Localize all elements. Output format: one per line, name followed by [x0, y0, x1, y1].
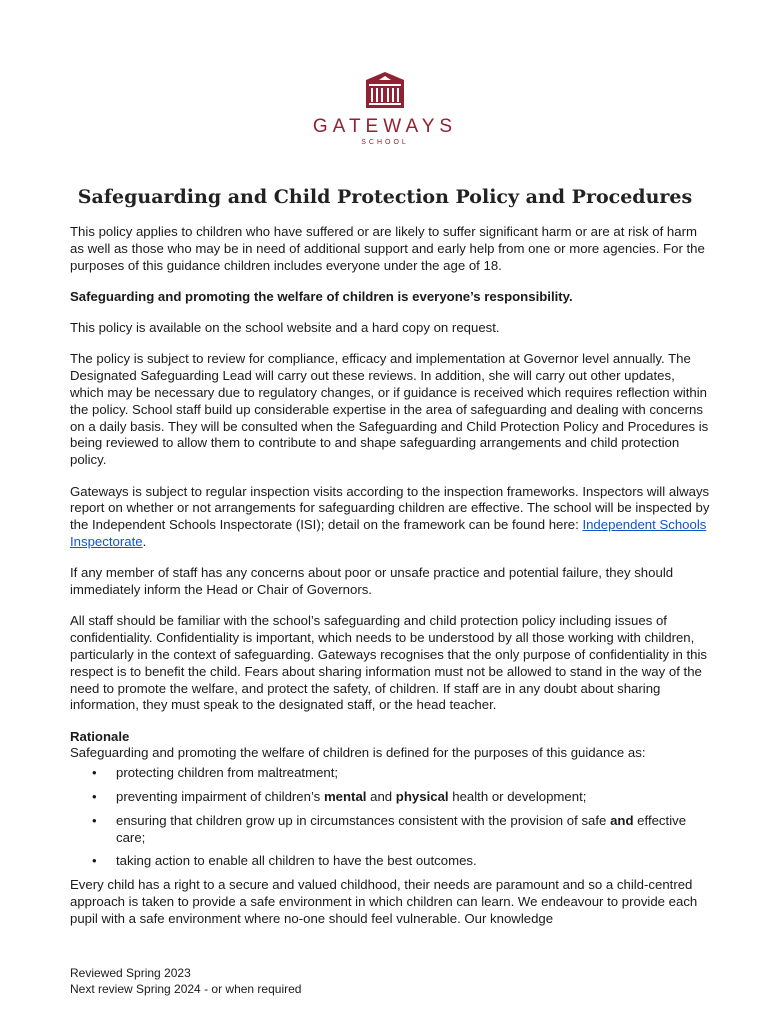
list-item-text: and — [366, 789, 396, 805]
list-item — [70, 765, 710, 782]
list-item-text: ensuring that children grow up in circumstances consistent with the provision of safe — [116, 812, 611, 828]
list-item-text: health or development; — [448, 789, 587, 805]
list-item-text: preventing impairment of children’s — [116, 789, 324, 805]
footer-reviewed: Reviewed Spring 2023 — [70, 966, 191, 980]
isi-link[interactable]: Independent Schools Inspectorate — [70, 517, 707, 549]
list-item-bold: physical — [395, 789, 449, 805]
paragraph-concerns: If any member of staff has any concerns about poor or unsafe practice and potential failure, they should immediately inform the Head or Chair of Governors. — [70, 565, 674, 598]
rationale-heading: Rationale — [70, 728, 130, 744]
list-item — [70, 813, 710, 847]
school-logo — [0, 70, 770, 146]
list-item-text: protecting children from maltreatment; — [116, 765, 339, 781]
rationale-list — [70, 765, 710, 870]
paragraph-child-rights: Every child has a right to a secure and valued childhood, their needs are paramount and so a child-centred approach is taken to provide a safe environment in which children can learn. We endeavour to provide each pupil with a safe environment where no-one should feel vulnerable. Our knowledge — [70, 877, 698, 926]
paragraph-inspection — [70, 484, 710, 551]
bullet-icon: • — [92, 765, 97, 781]
paragraph-confidentiality: All staff should be familiar with the school’s safeguarding and child protection policy including issues of confidentiality. Confidentiality is important, which needs to be understood by all those working with children, particularly in the context of safeguarding. Gateways recognises that the only purpose of confidentiality in this respect is to benefit the child. Fears about sharing information must not be allowed to stand in the way of the need to promote the welfare, and protect the safety, of children. If staff are in any doubt about sharing information, they must speak to the designated staff, or the head teacher. — [70, 613, 708, 713]
paragraph-responsibility: Safeguarding and promoting the welfare of children is everyone’s responsibility. — [70, 288, 573, 304]
paragraph-scope: This policy applies to children who have suffered or are likely to suffer significant harm or are at risk of harm as well as those who may be in need of additional support and early help from one or more agencies. For the purposes of this guidance children includes everyone under the age of 18. — [70, 224, 705, 273]
list-item-bold: and — [610, 812, 634, 828]
list-item — [70, 853, 710, 870]
paragraph-review: The policy is subject to review for compliance, efficacy and implementation at Governor level annually. The Designated Safeguarding Lead will carry out these reviews. In addition, she will carry out other updates, which may be necessary due to regulatory changes, or if guidance is received which requires reflection within the policy. School staff build up considerable expertise in the area of safeguarding and dealing with concerns on a daily basis. They will be consulted when the Safeguarding and Child Protection Policy and Procedures is being reviewed to allow them to contribute to and shape safeguarding arrangements and child protection policy. — [70, 351, 709, 468]
logo-name: GATEWAYS — [312, 116, 458, 137]
list-item-text: taking action to enable all children to have the best outcomes. — [116, 853, 477, 869]
rationale-intro: Safeguarding and promoting the welfare of children is defined for the purposes of this guidance as: — [70, 745, 646, 761]
school-crest-icon — [364, 70, 406, 110]
bullet-icon: • — [92, 789, 97, 805]
logo-subtitle: SCHOOL — [361, 139, 409, 146]
page-footer — [70, 965, 301, 997]
paragraph-availability: This policy is available on the school website and a hard copy on request. — [70, 320, 500, 336]
bullet-icon: • — [92, 853, 97, 869]
list-item-text: effective care; — [116, 812, 687, 845]
footer-next-review: Next review Spring 2024 - or when required — [70, 982, 302, 996]
inspection-text: Gateways is subject to regular inspection visits according to the inspection frameworks. Inspectors will always report on whether or not arrangements for safeguarding children are effective. The school will be inspected by the Independent Schools Inspectorate (ISI); detail on the framework can be found here: — [70, 483, 710, 533]
bullet-icon: • — [92, 812, 97, 828]
list-item — [70, 789, 710, 806]
list-item-bold: mental — [323, 789, 367, 805]
page-title: Safeguarding and Child Protection Policy and Procedures — [77, 186, 693, 208]
inspection-end: . — [142, 533, 147, 549]
document-body — [70, 224, 710, 942]
